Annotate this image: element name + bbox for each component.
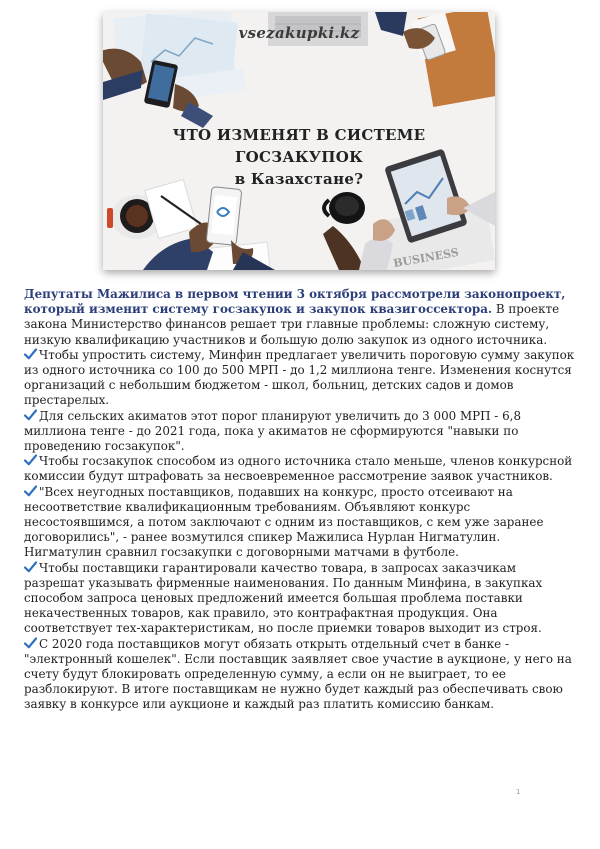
paragraph-text: "Всех неугодных поставщиков, подавших на конкурс, просто отсеивают на несоответствие квалификационным требованиям. Объявляют конкурс несостоявшимся, а потом заключают с одним из поставщиков, с кем уже заранее договорились", - ранее возмутился спикер Мажилиса Нурлан Нигматулин. [24,484,544,545]
check-icon [24,409,37,421]
paragraph-text: С 2020 года поставщиков могут обязать открыть отдельный счет в банке - "электронный кошелек". Если поставщик заявляет свое участие в аукционе, у него на счету будут блокировать определенную сумму, а если он не выиграет, то ее разблокируют. В итоге поставщикам не нужно будет каждый раз обеспечивать свою заявку в конкурсе или аукционе и каждый раз платить комиссию банкам. [24,636,572,712]
check-icon [24,561,37,573]
paragraph-text: Чтобы госзакупок способом из одного источника стало меньше, членов конкурсной комиссии будут штрафовать за несвоевременное рассмотрение заявок участников. [24,454,573,484]
site-name: vsezakupki.kz [238,24,360,42]
plain-paragraph: Нигматулин сравнил госзакупки с договорными матчами в футболе. [24,545,459,560]
article-body [24,287,576,713]
check-icon [24,485,37,497]
article-paragraph [24,454,576,484]
hero-title-line-3: в Казахстане? [234,170,364,188]
lead-paragraph [24,287,576,348]
page-number: 1 [516,788,521,796]
check-icon [24,454,37,466]
hero-title-line-2: ГОСЗАКУПОК [234,148,364,166]
lead-bold: Депутаты Мажилиса в первом чтении 3 октября рассмотрели законопроект, который изменит систему госзакупок и закупок квазигоссектора. [24,287,566,317]
article-paragraph [24,637,576,713]
paragraph-text: Чтобы упростить систему, Минфин предлагает увеличить пороговую сумму закупок из одного источника со 100 до 500 МРП - до 1,2 миллиона тенге. Изменения коснутся организаций с небольшим бюджетом - школ, больниц, детских садов и домов престарелых. [24,347,575,408]
lead-rest: В проекте закона Министерство финансов решает три главные проблемы: сложную систему, низкую квалификацию участников и большую долю закупок из одного источника. [24,302,560,347]
article-paragraph [24,485,576,546]
hero-image [103,12,495,270]
check-icon [24,637,37,649]
article-paragraph [24,409,576,455]
paragraph-text: Для сельских акиматов этот порог планируют увеличить до 3 000 МРП - 6,8 миллиона тенге - до 2021 года, пока у акиматов не сформируются "навыки по проведению госзакупок". [24,408,522,454]
paragraph-text: Чтобы поставщики гарантировали качество товара, в запросах заказчикам разрешат указывать фирменные наименования. По данным Минфина, в закупках способом запроса ценовых предложений имеется большая проблема поставки некачественных товаров, как правило, это контрафактная продукция. Она соответствует тех-характеристикам, но после приемки товаров выходит из строя. [24,560,543,636]
hero-title [103,124,495,190]
article-paragraph [24,561,576,637]
hero-title-line-1: ЧТО ИЗМЕНЯТ В СИСТЕМЕ [172,126,426,144]
check-icon [24,348,37,360]
article-paragraph [24,348,576,409]
svg-text:BUSINESS: BUSINESS [392,245,460,270]
